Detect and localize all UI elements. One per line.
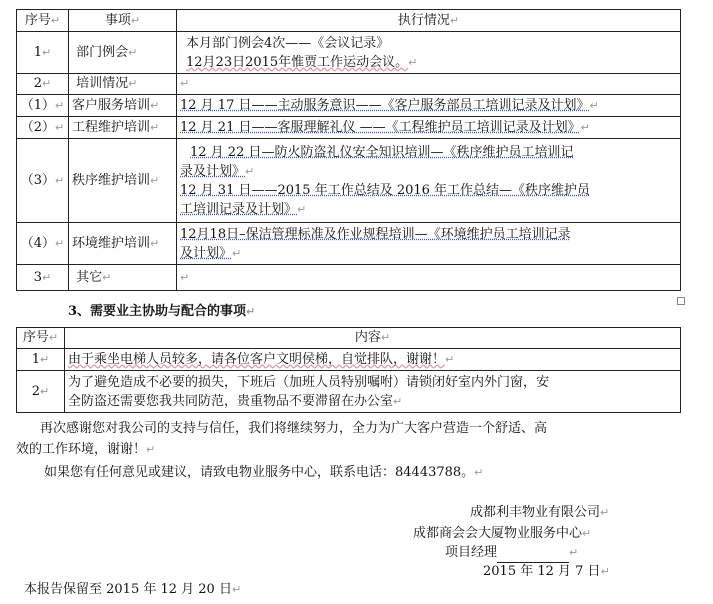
table-row: 1↵ 由于乘坐电梯人员较多，请各位客户文明侯梯，自觉排队，谢谢！↵ xyxy=(17,349,681,371)
row-status xyxy=(177,32,681,74)
signature-manager: 项目经理 ↵ xyxy=(445,543,578,563)
status-line: 本月部门例会4次——《会议记录》 xyxy=(186,35,390,51)
row-item: 部门例会↵ xyxy=(69,32,177,74)
table-resize-handle[interactable] xyxy=(677,297,685,305)
table-row: （2）↵ 工程维护培训↵ 12 月 21 日——客服理解礼仪 ——《工程维护员工培训记录及计划》↵ xyxy=(17,117,681,139)
execution-table xyxy=(16,9,681,291)
table-header-no: 序号↵ xyxy=(17,10,69,32)
table-row: （3）↵ 秩序维护培训↵ 12 月 22 日—防火防盗礼仪安全知识培训—《秩序维护员工培训记 录及计划》↵ 12 月 31 日——2015 年工作总结及 2016 年工作总结—《秩序维护员 工培训记录及计划》↵ xyxy=(17,139,681,223)
contact-paragraph: 如果您有任何意见或建议，请致电物业服务中心，联系电话：84443788。↵ xyxy=(44,465,484,480)
section-title: 3、需要业主协助与配合的事项↵ xyxy=(68,304,256,319)
signature-center: 成都商会会大厦物业服务中心↵ xyxy=(413,526,592,541)
table-row xyxy=(17,32,681,74)
table-header-no: 序号↵ xyxy=(17,328,65,349)
table-row: 2↵ 培训情况↵ ↵ xyxy=(17,74,681,95)
signature-blank xyxy=(497,548,569,563)
table-row: 3↵ 其它↵ ↵ xyxy=(17,265,681,291)
paragraph-mark: ↵ xyxy=(50,13,61,27)
table-row: （4）↵ 环境维护培训↵ 12月18日–保洁管理标准及作业规程培训—《环境维护员工培训记录 及计划》↵ xyxy=(17,223,681,265)
signature-company: 成都利丰物业有限公司↵ xyxy=(470,505,610,520)
status-line: 12月23日2015年惟贾工作运动会议。↵ xyxy=(186,54,418,70)
table-header-status: 执行情况↵ xyxy=(177,10,681,32)
table-row: 2↵ 为了避免造成不必要的损失，下班后（加班人员特别嘱咐）请锁闭好室内外门窗，安 全防盗还需要您我共同防范，贵重物品不要滞留在办公室↵ xyxy=(17,371,681,413)
table-header-item: 事项↵ xyxy=(69,10,177,32)
closing-paragraph: 再次感谢您对我公司的支持与信任，我们将继续努力，全力为广大客户营造一个舒适、高 xyxy=(40,421,548,436)
signature-date: 2015 年 12 月 7 日↵ xyxy=(483,564,610,579)
table-row: （1）↵ 客户服务培训↵ 12 月 17 日——主动服务意识——《客户服务部员工培训记录及计划》↵ xyxy=(17,95,681,117)
cooperation-table xyxy=(16,327,681,413)
row-no: 1↵ xyxy=(17,32,69,74)
footer-note: 本报告保留至 2015 年 12 月 20 日↵ xyxy=(24,582,242,597)
table-header-content: 内容↵ xyxy=(65,328,681,349)
closing-paragraph: 效的工作环境，谢谢！↵ xyxy=(16,442,156,457)
